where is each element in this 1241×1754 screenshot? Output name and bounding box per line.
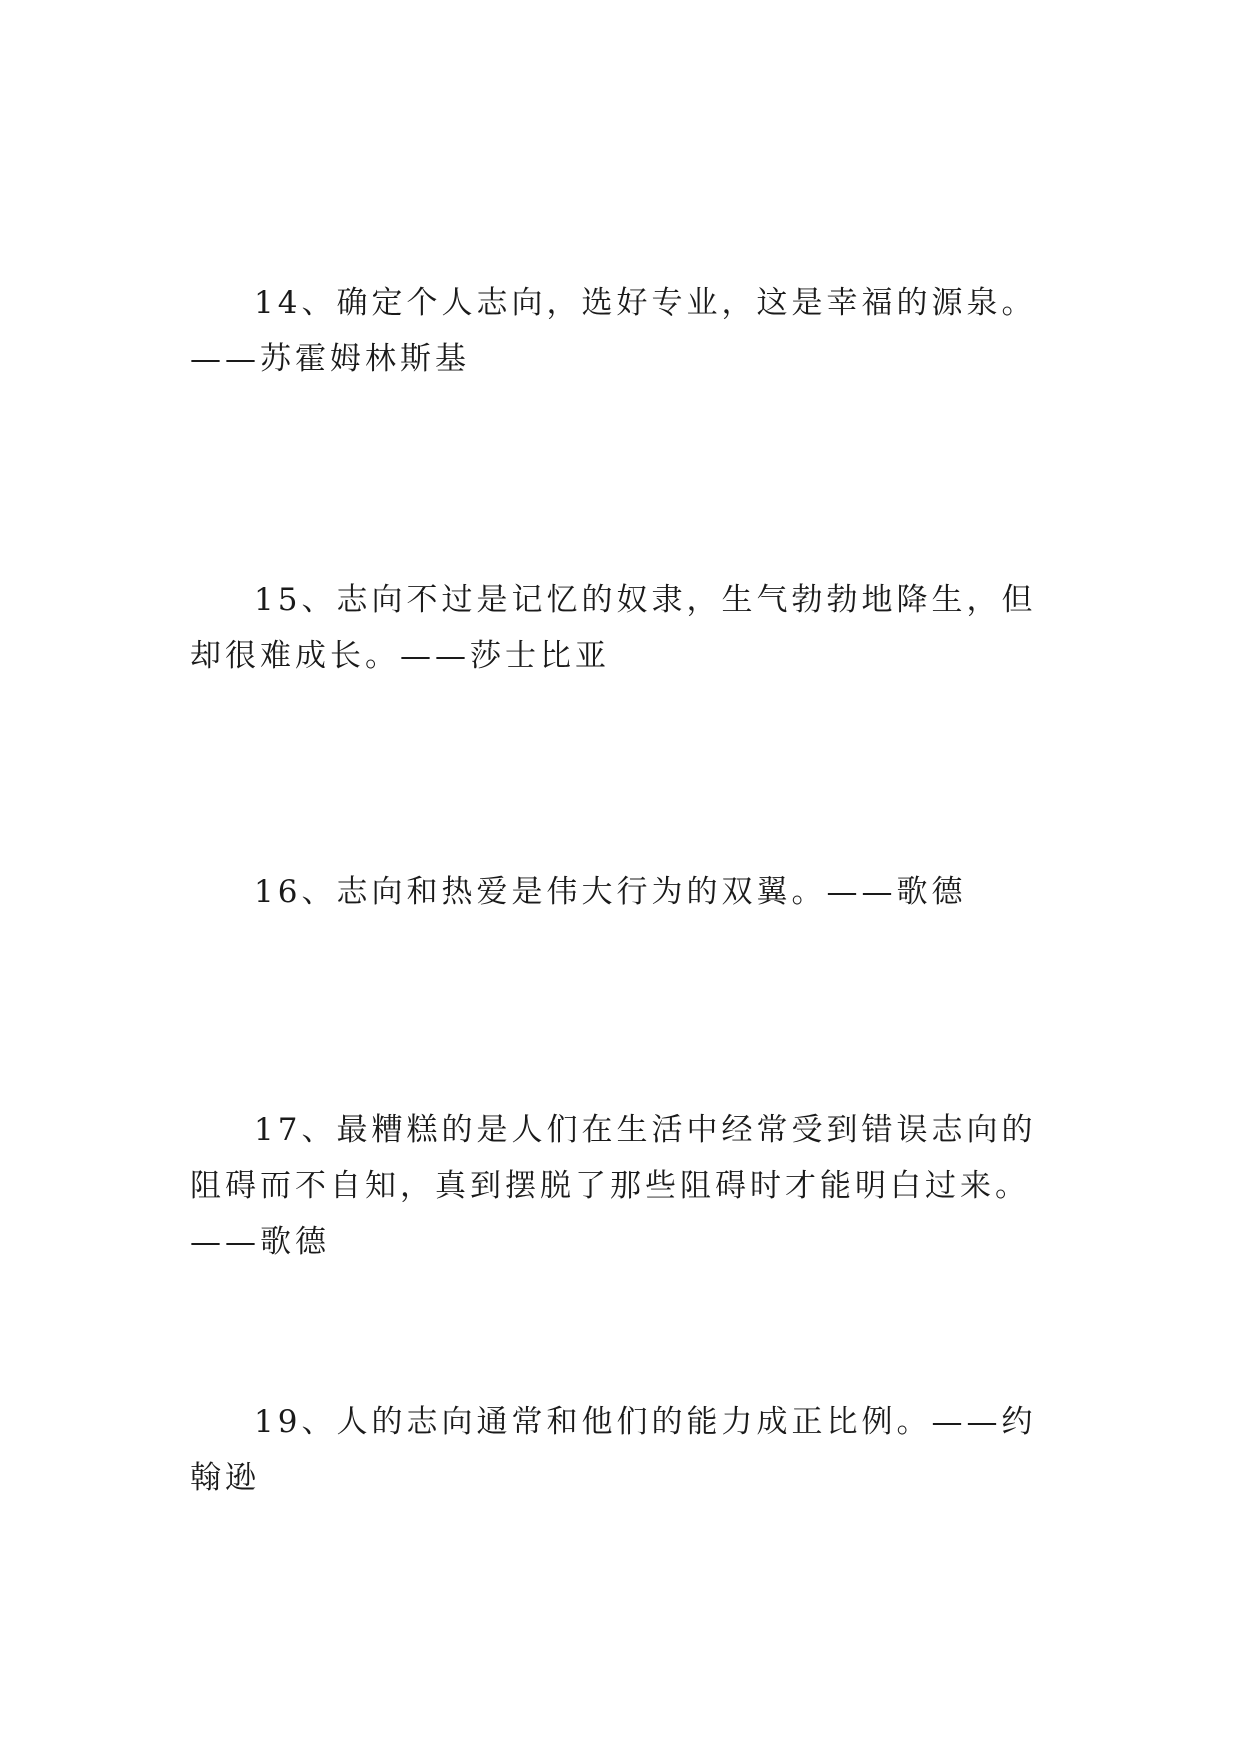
quote-14: 14、确定个人志向，选好专业，这是幸福的源泉。——苏霍姆林斯基	[190, 285, 1037, 377]
quote-19: 19、人的志向通常和他们的能力成正比例。——约翰逊	[190, 1404, 1037, 1496]
quote-15: 15、志向不过是记忆的奴隶，生气勃勃地降生，但却很难成长。——莎士比亚	[190, 582, 1037, 674]
quote-16: 16、志向和热爱是伟大行为的双翼。——歌德	[254, 874, 967, 910]
quote-17: 17、最糟糕的是人们在生活中经常受到错误志向的阻碍而不自知，真到摆脱了那些阻碍时才能明白过来。——歌德	[190, 1112, 1037, 1260]
